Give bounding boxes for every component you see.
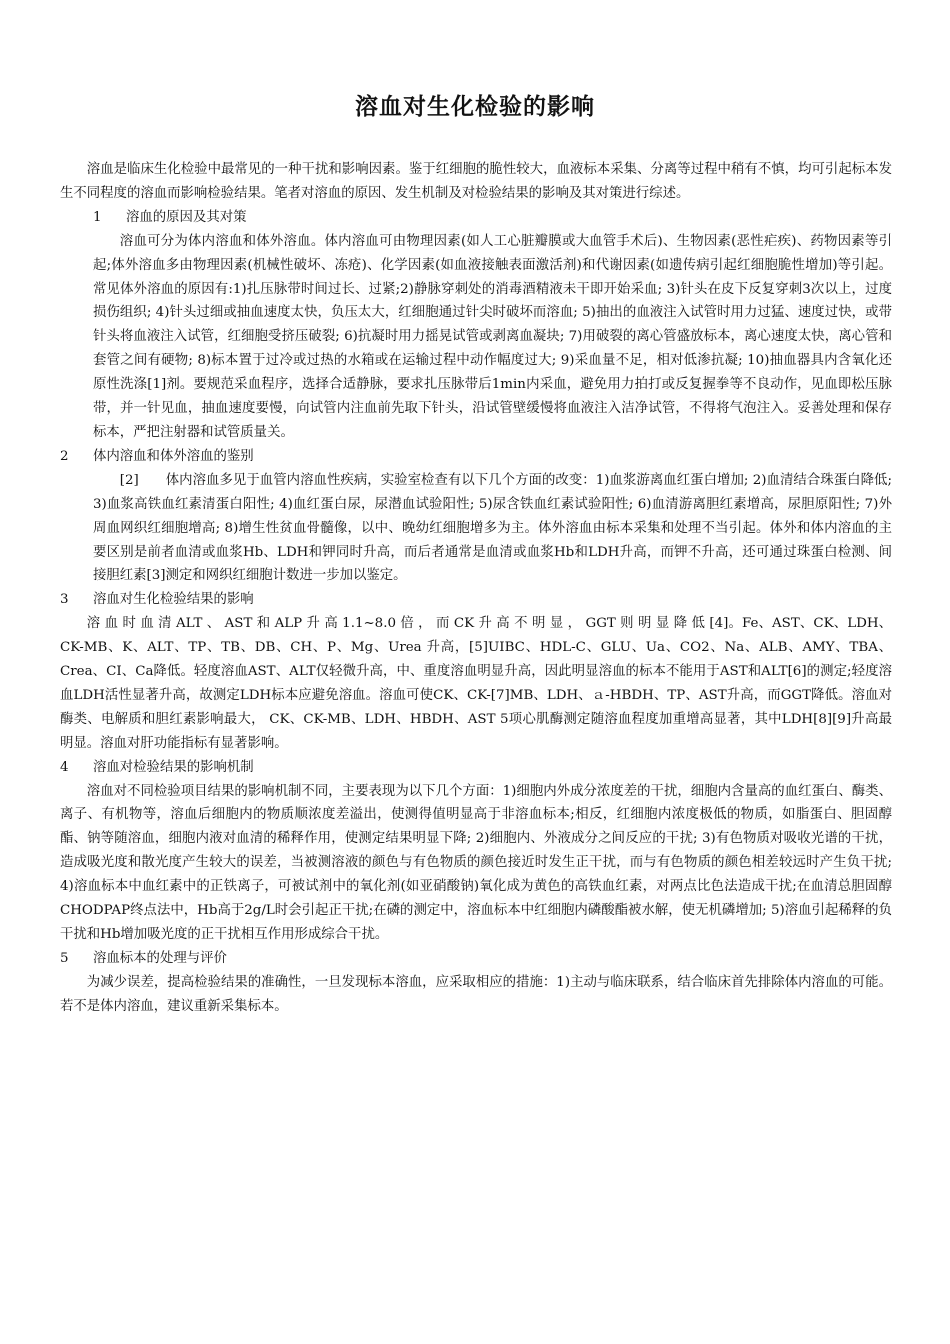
section-heading-3: [60, 588, 892, 612]
section-5-paragraph: 为减少误差，提高检验结果的准确性，一旦发现标本溶血，应采取相应的措施：1)主动与临床联系，结合临床首先排除体内溶血的可能。若不是体内溶血，建议重新采集标本。: [60, 974, 892, 1014]
section-heading-text: 溶血对生化检验结果的影响: [93, 592, 254, 608]
section-number: 4: [60, 759, 69, 775]
document-body: [60, 158, 892, 1019]
section-heading-text: 溶血标本的处理与评价: [93, 950, 227, 966]
section-heading-text: 溶血的原因及其对策: [126, 209, 247, 225]
document-title: 溶血对生化检验的影响: [355, 94, 595, 120]
section-number: 2: [60, 448, 69, 464]
section-number: 5: [60, 950, 69, 966]
section-4-paragraph: 溶血对不同检验项目结果的影响机制不同，主要表现为以下几个方面：1)细胞内外成分浓度差的干扰，细胞内含量高的血红蛋白、酶类、离子、有机物等，溶血后细胞内的物质顺浓度差溢出，使测得值明显高于非溶血标本;相反，红细胞内浓度极低的物质，如脂蛋白、胆固醇酯、钠等随溶血，细胞内液对血清的稀释作用，使测定结果明显下降; 2)细胞内、外液成分之间反应的干扰; 3)有色物质对吸收光谱的干扰，造成吸光度和散光度产生较大的误差，当被测溶液的颜色与有色物质的颜色接近时发生正干扰，而与有色物质的颜色相差较远时产生负干扰; 4)溶血标本中血红素中的正铁离子，可被试剂中的氧化剂(如亚硝酸钠)氧化成为黄色的高铁血红素，对两点比色法造成干扰;在血清总胆固醇CHODPAP终点法中，Hb高于2g/L时会引起正干扰;在磷的测定中，溶血标本中红细胞内磷酸酯被水解，使无机磷增加; 5)溶血引起稀释的负干扰和Hb增加吸光度的正干扰相互作用形成综合干扰。: [60, 783, 892, 942]
section-number: 3: [60, 592, 69, 608]
section-1-paragraph: 溶血可分为体内溶血和体外溶血。体内溶血可由物理因素(如人工心脏瓣膜或大血管手术后)、生物因素(恶性疟疾)、药物因素等引起;体外溶血多由物理因素(机械性破坏、冻疮)、化学因素(如血液接触表面激活剂)和代谢因素(如遗传病引起红细胞脆性增加)等引起。常见体外溶血的原因有:1)扎压脉带时间过长、过紧;2)静脉穿刺处的消毒酒精液未干即开始采血; 3)针头在皮下反复穿刺3次以上，过度损伤组织; 4)针头过细或抽血速度太快，负压太大，红细胞通过针尖时破坏而溶血; 5)抽出的血液注入试管时用力过猛、速度过快，或带针头将血液注入试管，红细胞受挤压破裂; 6)抗凝时用力摇晃试管或剥离血凝块; 7)用破裂的离心管盛放标本，离心速度太快，离心管和套管之间有硬物; 8)标本置于过冷或过热的水箱或在运输过程中动作幅度过大; 9)采血量不足，相对低渗抗凝; 10)抽血器具内含氧化还原性洗涤[1]剂。要规范采血程序，选择合适静脉，要求扎压脉带后1min内采血，避免用力拍打或反复握拳等不良动作，见血即松压脉带，并一针见血，抽血速度要慢，向试管内注血前先取下针头，沿试管壁缓慢将血液注入洁净试管，不得将气泡注入。妥善处理和保存标本，严把注射器和试管质量关。: [93, 233, 892, 440]
section-2-paragraph: [2] 体内溶血多见于血管内溶血性疾病，实验室检查有以下几个方面的改变：1)血浆游离血红蛋白增加; 2)血清结合珠蛋白降低; 3)血浆高铁血红素清蛋白阳性; 4)血红蛋白尿，尿潜血试验阳性; 5)尿含铁血红素试验阳性; 6)血清游离胆红素增高，尿胆原阳性; 7)外周血网织红细胞增高; 8)增生性贫血骨髓像，以中、晚幼红细胞增多为主。体外溶血由标本采集和处理不当引起。体外和体内溶血的主要区别是前者血清或血浆Hb、LDH和钾同时升高，而后者通常是血清或血浆Hb和LDH升高，而钾不升高，还可通过珠蛋白检测、间接胆红素[3]测定和网织红细胞计数进一步加以鉴定。: [93, 472, 892, 584]
section-heading-text: 体内溶血和体外溶血的鉴别: [93, 448, 254, 464]
intro-paragraph: 溶血是临床生化检验中最常见的一种干扰和影响因素。鉴于红细胞的脆性较大，血液标本采集、分离等过程中稍有不慎，均可引起标本发生不同程度的溶血而影响检验结果。笔者对溶血的原因、发生机制及对检验结果的影响及其对策进行综述。: [60, 162, 892, 201]
section-heading-4: [60, 756, 892, 780]
section-heading-text: 溶血对检验结果的影响机制: [93, 759, 254, 775]
section-heading-5: [60, 947, 892, 971]
section-heading-2: [60, 445, 892, 469]
section-number: 1: [93, 209, 102, 225]
section-heading-1: [60, 206, 892, 230]
section-3-paragraph: 溶 血 时 血 清 ALT 、 AST 和 ALP 升 高 1.1~8.0 倍 ， 而 CK 升 高 不 明 显 ， GGT 则 明 显 降 低 [4]。Fe、AST、CK、LDH、CK-MB、K、ALT、TP、TB、DB、CH、P、Mg、Urea 升高，[5]UIBC、HDL-C、GLU、Ua、CO2、Na、ALB、AMY、TBA、Crea、CI、Ca降低。轻度溶血AST、ALT仅轻微升高，中、重度溶血明显升高，因此明显溶血的标本不能用于AST和ALT[6]的测定;轻度溶血LDH活性显著升高，故测定LDH标本应避免溶血。溶血可使CK、CK-[7]MB、LDH、ａ-HBDH、TP、AST升高，而GGT降低。溶血对酶类、电解质和胆红素影响最大， CK、CK-MB、LDH、HBDH、AST 5项心肌酶测定随溶血程度加重增高显著，其中LDH[8][9]升高最明显。溶血对肝功能指标有显著影响。: [60, 616, 892, 751]
